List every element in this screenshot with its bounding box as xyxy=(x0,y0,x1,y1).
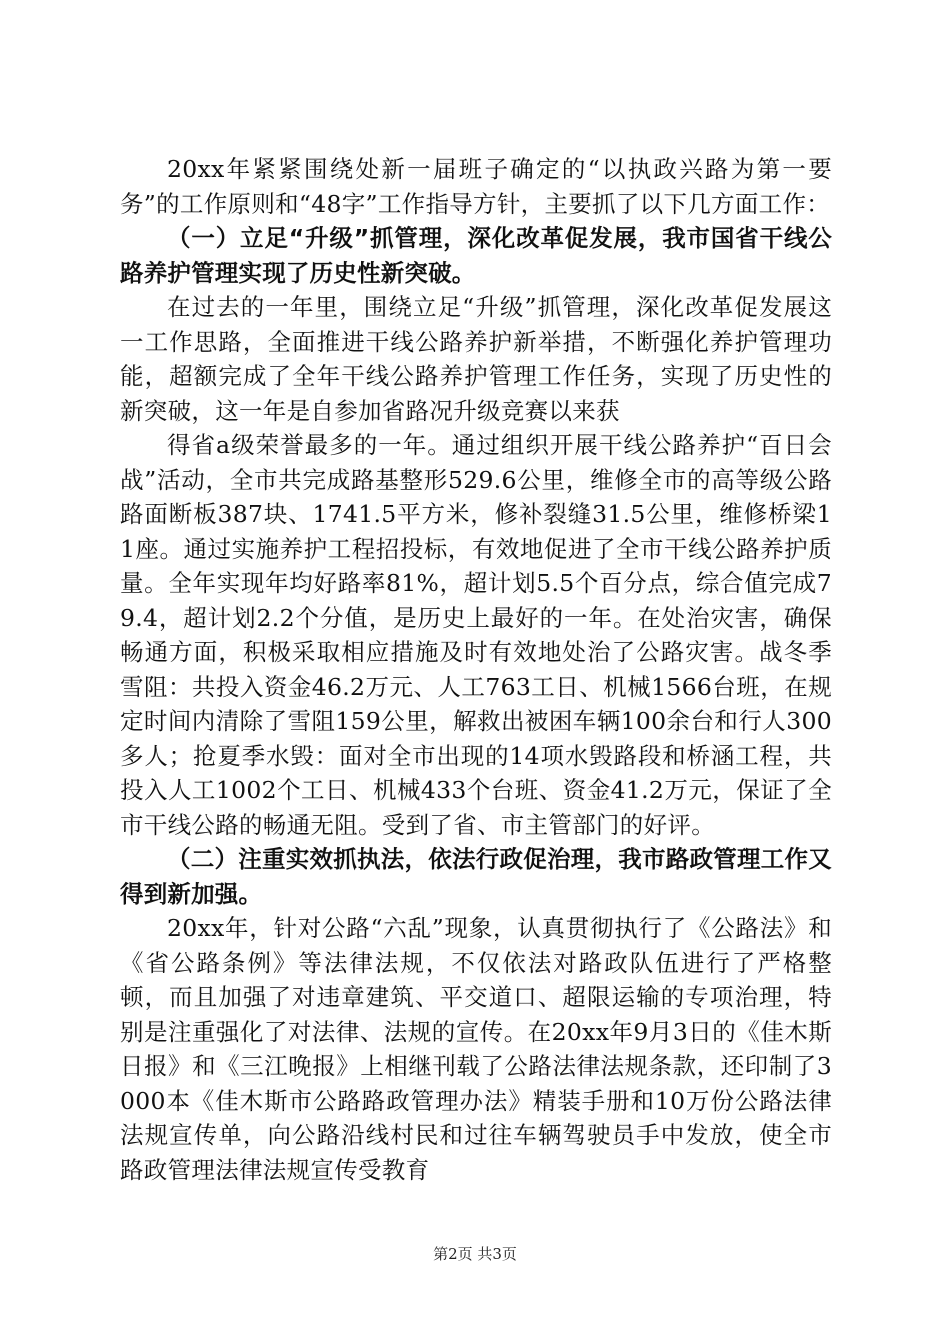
section-heading-1: （一）立足“升级”抓管理，深化改革促发展，我市国省干线公路养护管理实现了历史性新突破。 xyxy=(120,224,832,287)
page-number-footer: 第2页 共3页 xyxy=(433,1245,517,1263)
document-body xyxy=(120,152,832,1187)
section-heading-2: （二）注重实效抓执法，依法行政促治理，我市路政管理工作又得到新加强。 xyxy=(120,845,832,908)
body-paragraph-1: 在过去的一年里，围绕立足“升级”抓管理，深化改革促发展这一工作思路，全面推进干线公路养护新举措，不断强化养护管理功能，超额完成了全年干线公路养护管理工作任务，实现了历史性的新突破，这一年是自参加省路况升级竞赛以来获 xyxy=(120,293,832,425)
intro-paragraph: 20xx年紧紧围绕处新一届班子确定的“以执政兴路为第一要务”的工作原则和“48字”工作指导方针，主要抓了以下几方面工作： xyxy=(120,155,832,218)
body-paragraph-3: 20xx年，针对公路“六乱”现象，认真贯彻执行了《公路法》和《省公路条例》等法律法规，不仅依法对路政队伍进行了严格整顿，而且加强了对违章建筑、平交道口、超限运输的专项治理，特别是注重强化了对法律、法规的宣传。在20xx年9月3日的《佳木斯日报》和《三江晚报》上相继刊载了公路法律法规条款，还印制了3000本《佳木斯市公路路政管理办法》精装手册和10万份公路法律法规宣传单，向公路沿线村民和过往车辆驾驶员手中发放，使全市路政管理法律法规宣传受教育 xyxy=(120,914,832,1184)
body-paragraph-2: 得省a级荣誉最多的一年。通过组织开展干线公路养护“百日会战”活动，全市共完成路基整形529.6公里，维修全市的高等级公路路面断板387块、1741.5平方米，修补裂缝31.5公里，维修桥梁11座。通过实施养护工程招投标，有效地促进了全市干线公路养护质量。全年实现年均好路率81%，超计划5.5个百分点，综合值完成79.4，超计划2.2个分值，是历史上最好的一年。在处治灾害，确保畅通方面，积极采取相应措施及时有效地处治了公路灾害。战冬季雪阻：共投入资金46.2万元、人工763工日、机械1566台班，在规定时间内清除了雪阻159公里，解救出被困车辆100余台和行人300多人；抢夏季水毁：面对全市出现的14项水毁路段和桥涵工程，共投入人工1002个工日、机械433个台班、资金41.2万元，保证了全市干线公路的畅通无阻。受到了省、市主管部门的好评。 xyxy=(120,431,832,839)
